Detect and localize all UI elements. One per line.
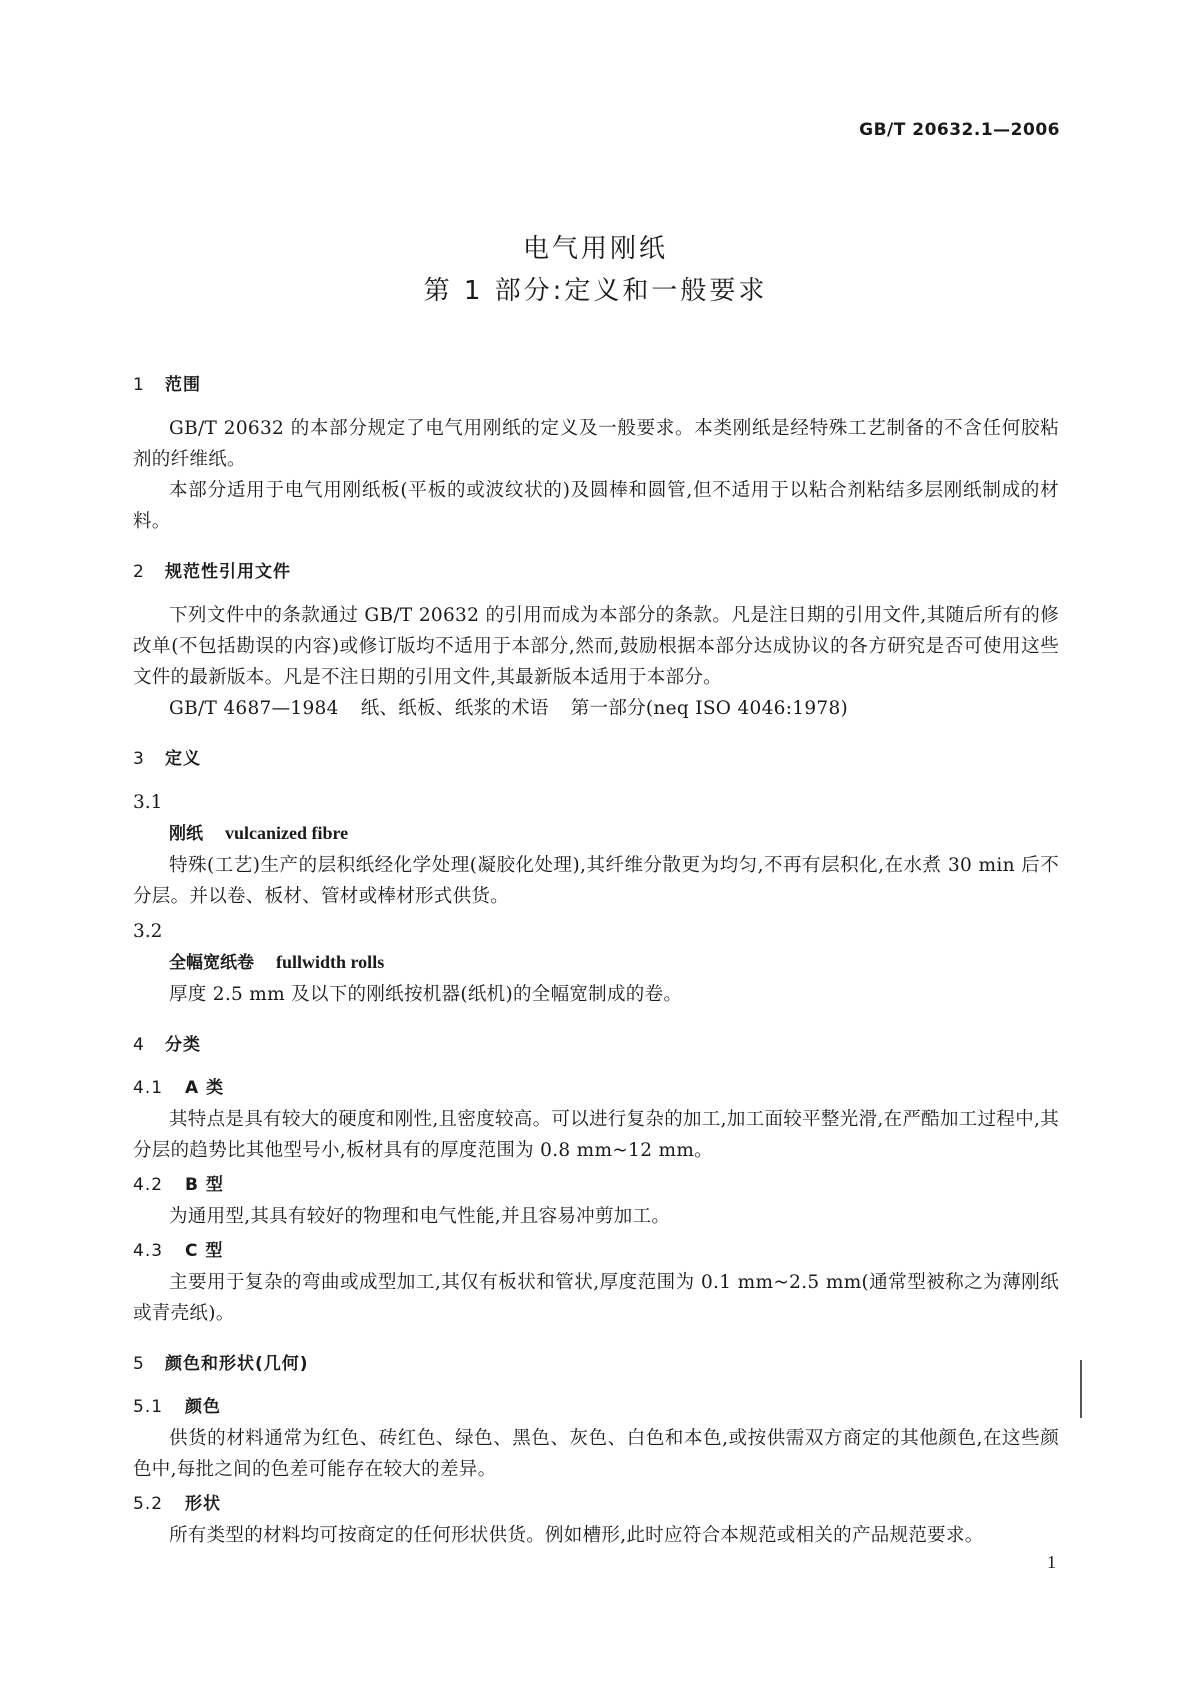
subsection-heading-type-c: 4.3 C 型 [133,1241,224,1261]
reference-code: GB/T 4687—1984 [169,698,339,719]
document-title: 电气用刚纸 [522,234,668,264]
page-number: 1 [1047,1552,1056,1572]
definition-term: 全幅宽纸卷 fullwidth rolls [169,952,385,973]
section-heading-scope: 1 范围 [133,375,201,395]
document-subtitle: 第 1 部分:定义和一般要求 [423,276,768,306]
paragraph: 其特点是具有较大的硬度和刚性,且密度较高。可以进行复杂的加工,加工面较平整光滑,在严酷加工过程中,其分层的趋势比其他型号小,板材具有的厚度范围为 0.8 mm~12 mm。 [133,1109,1059,1161]
paragraph: 本部分适用于电气用刚纸板(平板的或波纹状的)及圆棒和圆管,但不适用于以粘合剂粘结多层刚纸制成的材料。 [133,480,1059,532]
section-heading-color-and-shape: 5 颜色和形状(几何) [133,1354,309,1374]
document-body [133,370,1059,1551]
subsection-heading-shape: 5.2 形状 [133,1494,221,1514]
paragraph: 所有类型的材料均可按商定的任何形状供货。例如槽形,此时应符合本规范或相关的产品规范要求。 [169,1525,984,1546]
reference-title: 纸、纸板、纸浆的术语 [360,698,549,719]
definition-text: 厚度 2.5 mm 及以下的刚纸按机器(纸机)的全幅宽制成的卷。 [169,984,683,1005]
paragraph: 下列文件中的条款通过 GB/T 20632 的引用而成为本部分的条款。凡是注日期的引用文件,其随后所有的修改单(不包括勘误的内容)或修订版均不适用于本部分,然而,鼓励根据本部分达成协议的各方研究是否可使用这些文件的最新版本。凡是不注日期的引用文件,其最新版本适用于本部分。 [133,605,1059,688]
reference-entry [133,693,1059,724]
definition-text: 特殊(工艺)生产的层积纸经化学处理(凝胶化处理),其纤维分散更为均匀,不再有层积化,在水煮 30 min 后不分层。并以卷、板材、管材或棒材形式供货。 [133,855,1059,907]
paragraph: 供货的材料通常为红色、砖红色、绿色、黑色、灰色、白色和本色,或按供需双方商定的其他颜色,在这些颜色中,每批之间的色差可能存在较大的差异。 [133,1428,1059,1480]
reference-part: 第一部分(neq ISO 4046:1978) [570,698,849,719]
revision-change-bar [1080,1360,1082,1418]
definition-number: 3.2 [133,921,163,942]
paragraph: 主要用于复杂的弯曲或成型加工,其仅有板状和管状,厚度范围为 0.1 mm~2.5 mm(通常型被称之为薄刚纸或青壳纸)。 [133,1272,1059,1324]
section-heading-definitions: 3 定义 [133,749,201,769]
document-code: GB/T 20632.1—2006 [859,120,1060,140]
definition-number: 3.1 [133,792,163,813]
section-heading-normative-references: 2 规范性引用文件 [133,562,291,582]
section-heading-classification: 4 分类 [133,1035,201,1055]
subsection-heading-color: 5.1 颜色 [133,1397,221,1417]
subsection-heading-type-a: 4.1 A 类 [133,1078,225,1098]
paragraph: 为通用型,其具有较好的物理和电气性能,并且容易冲剪加工。 [169,1206,671,1227]
definition-term: 刚纸 vulcanized fibre [169,823,349,844]
subsection-heading-type-b: 4.2 B 型 [133,1175,224,1195]
paragraph: GB/T 20632 的本部分规定了电气用刚纸的定义及一般要求。本类刚纸是经特殊工艺制备的不含任何胶粘剂的纤维纸。 [133,418,1059,470]
